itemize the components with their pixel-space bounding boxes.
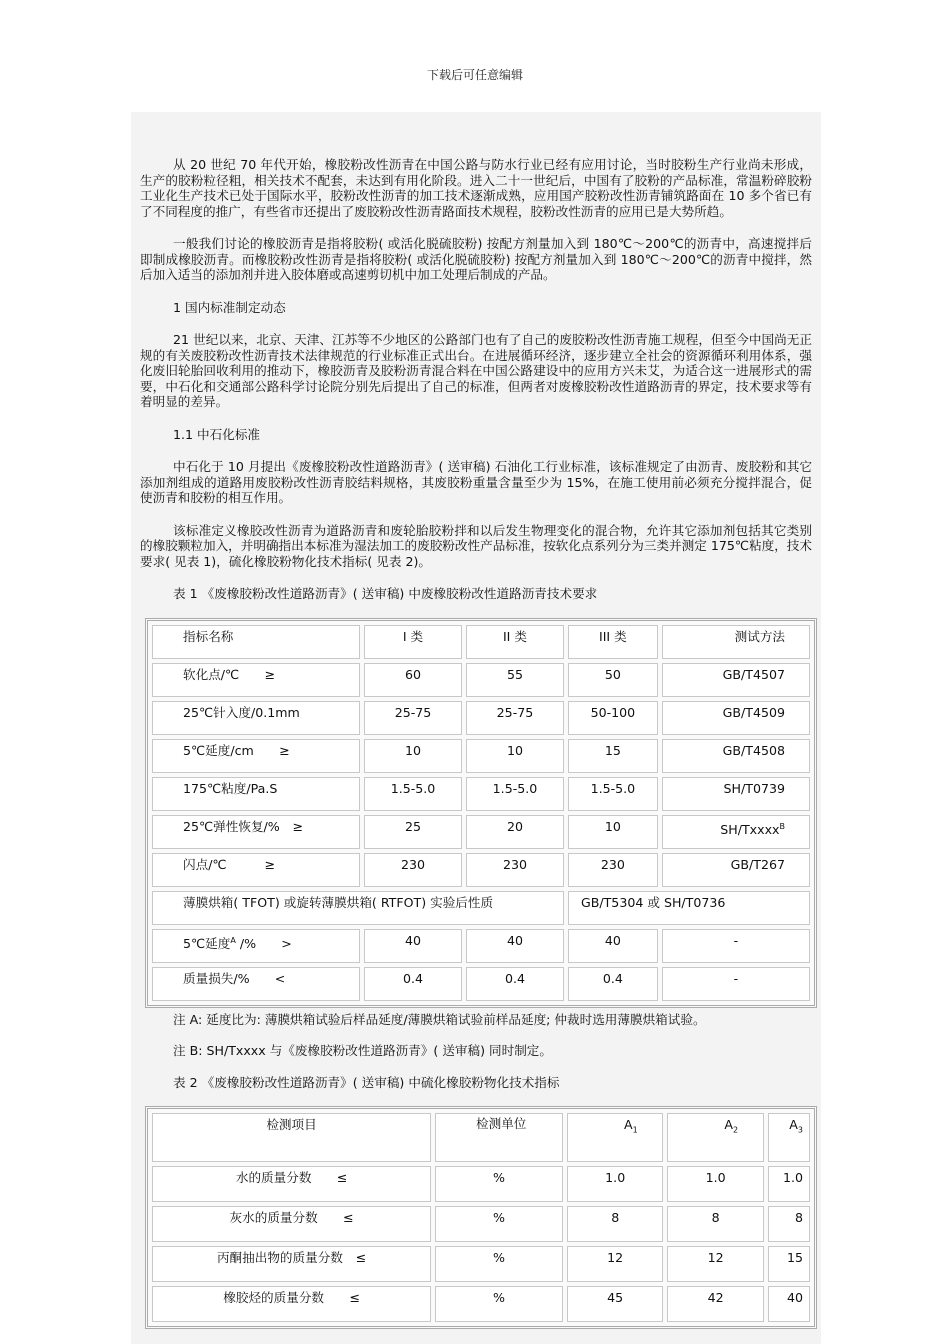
table1-header-class2: II 类	[466, 625, 564, 659]
table-row	[152, 1206, 810, 1242]
table1-row-name: 闪点/℃ ≥	[152, 853, 360, 887]
table1-row-name-text: 5℃延度	[183, 935, 231, 951]
table2-caption: 表 2 《废橡胶粉改性道路沥青》( 送审稿) 中硫化橡胶粉物化技术指标	[173, 1074, 560, 1090]
table2-unit: %	[435, 1246, 563, 1282]
paragraph-intro: 从 20 世纪 70 年代开始，橡胶粉改性沥青在中国公路与防水行业已经有应用讨论，当时胶粉生产行业尚未形成，生产的胶粉粒径粗，相关技术不配套，未达到有用化阶段。进入二十一世纪后，中国有了胶粉的产品标准，常温粉碎胶粉工业化生产技术已处于国际水平，胶粉改性沥青的加工技术逐渐成熟，应用国产胶粉改性沥青铺筑路面在 10 多个省已有了不同程度的推广，有些省市还提出了废胶粉改性沥青路面技术规程，胶粉改性沥青的应用已是大势所趋。	[140, 157, 812, 219]
section-heading-1-1: 1.1 中石化标准	[173, 426, 261, 442]
table2-header-item: 检测项目	[152, 1113, 431, 1162]
table1-method: GB/T4509	[662, 701, 810, 735]
table1-header-row	[152, 625, 810, 659]
table2-item: 丙酮抽出物的质量分数 ≤	[152, 1246, 431, 1282]
table1-method	[662, 815, 810, 849]
table1-cell: 40	[364, 929, 462, 963]
table-row	[152, 739, 810, 773]
table1-cell: 0.4	[568, 967, 658, 1001]
paragraph-standards: 21 世纪以来，北京、天津、江苏等不少地区的公路部门也有了自己的废胶粉改性沥青施工规程，但至今中国尚无正规的有关废胶粉改性沥青技术法律规范的行业标准正式出台。在进展循环经济，逐步建立全社会的资源循环利用体系，强化废旧轮胎回收利用的推动下，橡胶沥青及胶粉沥青混合料在中国公路建设中的应用方兴未艾，为适合这一进展形式的需要，中石化和交通部公路科学讨论院分别先后提出了自己的标准，但两者对废橡胶粉改性道路沥青的界定，技术要求等有着明显的差异。	[140, 332, 812, 409]
table1-cell: 25-75	[466, 701, 564, 735]
table1-cell: 1.5-5.0	[466, 777, 564, 811]
table1-cell: 20	[466, 815, 564, 849]
table1-row-name	[152, 929, 360, 963]
footnote-b-marker: B	[779, 821, 785, 831]
footnote-a-marker: A	[230, 935, 236, 945]
table-1	[145, 618, 817, 1008]
table-row	[152, 853, 810, 887]
table1-cell: 10	[568, 815, 658, 849]
table1-method: GB/T267	[662, 853, 810, 887]
table-row	[152, 1246, 810, 1282]
table1-method: -	[662, 929, 810, 963]
table1-cell: 60	[364, 663, 462, 697]
table-row	[152, 929, 810, 963]
table1-method: GB/T4507	[662, 663, 810, 697]
table2-header-a1-sub: 1	[632, 1125, 638, 1135]
table2-cell: 8	[768, 1206, 810, 1242]
footnote-b: 注 B: SH/Txxxx 与《废橡胶粉改性道路沥青》( 送审稿) 同时制定。	[173, 1043, 552, 1058]
table2-cell: 1.0	[667, 1166, 763, 1202]
table1-cell: 0.4	[364, 967, 462, 1001]
table1-header-class1: I 类	[364, 625, 462, 659]
table1-cell: 10	[364, 739, 462, 773]
table1-row-name: 25℃针入度/0.1mm	[152, 701, 360, 735]
table2-item: 橡胶烃的质量分数 ≤	[152, 1286, 431, 1322]
table1-row-name-suffix: /% >	[235, 935, 292, 951]
table2-item: 灰水的质量分数 ≤	[152, 1206, 431, 1242]
table2-header-row	[152, 1113, 810, 1162]
table2-unit: %	[435, 1286, 563, 1322]
table1-cell: 230	[364, 853, 462, 887]
table1-cell: 50	[568, 663, 658, 697]
table1-tfot-row	[152, 891, 810, 925]
table1-method-text: SH/Txxxx	[720, 821, 780, 837]
table1-row-name: 175℃粘度/Pa.S	[152, 777, 360, 811]
table1-cell: 10	[466, 739, 564, 773]
table2-cell: 1.0	[768, 1166, 810, 1202]
table1-method: GB/T4508	[662, 739, 810, 773]
table2-header-unit: 检测单位	[435, 1113, 563, 1162]
table2-header-a3-text: A	[789, 1117, 798, 1132]
table1-tfot-method: GB/T5304 或 SH/T0736	[568, 891, 810, 925]
table-row	[152, 777, 810, 811]
table1-cell: 40	[568, 929, 658, 963]
table1-row-name: 质量损失/% <	[152, 967, 360, 1001]
table2-cell: 8	[567, 1206, 663, 1242]
table1-tfot-label: 薄膜烘箱( TFOT) 或旋转薄膜烘箱( RTFOT) 实验后性质	[152, 891, 564, 925]
footnote-a: 注 A: 延度比为: 薄膜烘箱试验后样品延度/薄膜烘箱试验前样品延度; 仲裁时选用薄膜烘箱试验。	[173, 1011, 706, 1027]
table1-row-name: 软化点/℃ ≥	[152, 663, 360, 697]
table-row	[152, 815, 810, 849]
table2-cell: 42	[667, 1286, 763, 1322]
table1-method: SH/T0739	[662, 777, 810, 811]
table2-cell: 8	[667, 1206, 763, 1242]
table2-cell: 1.0	[567, 1166, 663, 1202]
table1-cell: 15	[568, 739, 658, 773]
table-2	[145, 1106, 817, 1329]
paragraph-sinopec: 中石化于 10 月提出《废橡胶粉改性道路沥青》( 送审稿) 石油化工行业标准，该标准规定了由沥青、废胶粉和其它添加剂组成的道路用废胶粉改性沥青胶结料规格，其废胶粉重量含量至少为 15%，在施工使用前必须充分搅拌混合，促使沥青和胶粉的相互作用。	[140, 459, 812, 505]
table1-row-name: 25℃弹性恢复/% ≥	[152, 815, 360, 849]
table1-header-class3: III 类	[568, 625, 658, 659]
table2-cell: 12	[667, 1246, 763, 1282]
table2-unit: %	[435, 1166, 563, 1202]
section-heading-1: 1 国内标准制定动态	[173, 299, 286, 315]
table2-cell: 45	[567, 1286, 663, 1322]
table2-header-a2-text: A	[724, 1117, 734, 1132]
table1-header-name: 指标名称	[152, 625, 360, 659]
table1-cell: 25	[364, 815, 462, 849]
table1-cell: 40	[466, 929, 564, 963]
table1-method: -	[662, 967, 810, 1001]
table2-cell: 12	[567, 1246, 663, 1282]
table-row	[152, 1286, 810, 1322]
paragraph-definition: 一般我们讨论的橡胶沥青是指将胶粉( 或活化脱硫胶粉) 按配方剂量加入到 180℃～200℃的沥青中，高速搅拌后即制成橡胶沥青。而橡胶粉改性沥青是指将胶粉( 或活化脱硫胶粉) 按配方剂量加入到 180℃～200℃的沥青中搅拌，然后加入适当的添加剂并进入胶体磨或高速剪切机中加工处理后制成的产品。	[140, 236, 812, 282]
table2-header-a1	[567, 1113, 663, 1162]
table1-header-method: 测试方法	[662, 625, 810, 659]
table1-cell: 230	[568, 853, 658, 887]
table1-row-name: 5℃延度/cm ≥	[152, 739, 360, 773]
table1-cell: 230	[466, 853, 564, 887]
table2-header-a2	[667, 1113, 763, 1162]
table1-cell: 0.4	[466, 967, 564, 1001]
table2-cell: 40	[768, 1286, 810, 1322]
table1-cell: 1.5-5.0	[364, 777, 462, 811]
table2-item: 水的质量分数 ≤	[152, 1166, 431, 1202]
table1-cell: 1.5-5.0	[568, 777, 658, 811]
table2-header-a3	[768, 1113, 810, 1162]
table2-cell: 15	[768, 1246, 810, 1282]
table2-header-a2-sub: 2	[733, 1125, 739, 1135]
table-row	[152, 701, 810, 735]
table2-unit: %	[435, 1206, 563, 1242]
document-body	[140, 157, 812, 1333]
table2-header-a3-sub: 3	[797, 1125, 803, 1135]
table1-cell: 50-100	[568, 701, 658, 735]
table1-caption: 表 1 《废橡胶粉改性道路沥青》( 送审稿) 中废橡胶粉改性道路沥青技术要求	[173, 586, 598, 601]
page-header: 下载后可任意编辑	[426, 68, 523, 82]
table-row	[152, 1166, 810, 1202]
paragraph-standard-definition: 该标准定义橡胶改性沥青为道路沥青和废轮胎胶粉拌和以后发生物理变化的混合物，允许其它添加剂包括其它类别的橡胶颗粒加入，并明确指出本标准为湿法加工的废胶粉改性产品标准，按软化点系列分为三类并测定 175℃粘度，技术要求( 见表 1)，硫化橡胶粉物化技术指标( 见表 2)。	[140, 522, 812, 569]
table-row	[152, 967, 810, 1001]
table-row	[152, 663, 810, 697]
table2-header-a1-text: A	[624, 1117, 633, 1132]
table1-cell: 55	[466, 663, 564, 697]
table1-cell: 25-75	[364, 701, 462, 735]
